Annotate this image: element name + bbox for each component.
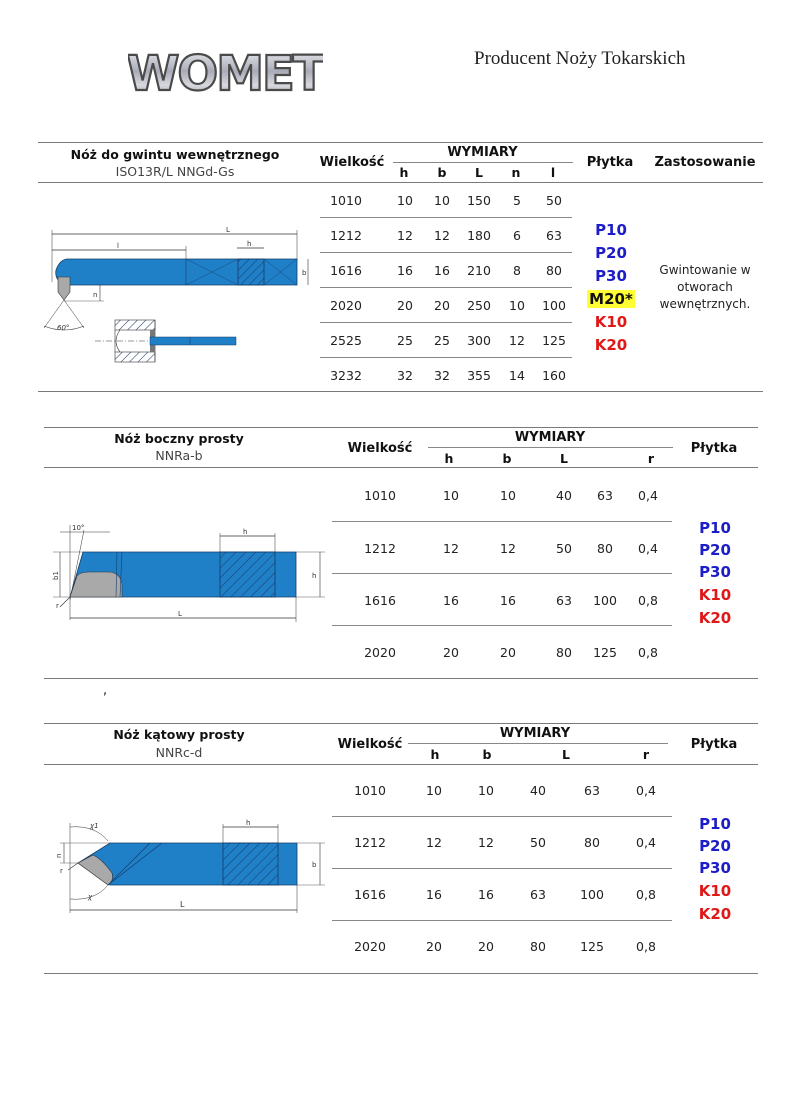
svg-text:n: n [55, 853, 63, 858]
col-r: r [647, 451, 655, 466]
section3-subtitle: NNRc-d [155, 745, 203, 760]
divider [44, 973, 758, 974]
divider [408, 743, 668, 744]
divider [44, 467, 758, 468]
svg-text:l: l [117, 242, 119, 250]
size-header: Wielkość [337, 737, 403, 752]
col-b: b [437, 165, 447, 180]
section1-title: Nóż do gwintu wewnętrznego [70, 147, 280, 162]
svg-text:χ: χ [88, 893, 93, 901]
svg-text:WOMET: WOMET [128, 46, 323, 100]
svg-text:60°: 60° [57, 324, 70, 332]
col-h: h [430, 747, 440, 762]
usage-header: Zastosowanie [654, 155, 756, 170]
divider [44, 764, 758, 765]
section1-subtitle: ISO13R/L NNGd-Gs [115, 164, 235, 179]
insert-header: Płytka [690, 441, 738, 456]
divider [44, 678, 758, 679]
col-r: r [642, 747, 650, 762]
section3-title: Nóż kątowy prosty [113, 727, 245, 742]
svg-text:L: L [226, 226, 230, 234]
insert-header: Płytka [586, 155, 634, 170]
divider [38, 142, 763, 143]
svg-text:10°: 10° [72, 524, 85, 532]
highlighted-grade: M20* [589, 290, 633, 308]
col-l: l [550, 165, 556, 180]
svg-text:b: b [302, 269, 307, 277]
divider [38, 182, 763, 183]
womet-logo [128, 36, 323, 100]
svg-text:r: r [56, 602, 59, 610]
svg-text:r: r [60, 867, 63, 875]
divider [44, 427, 758, 428]
svg-text:χ1: χ1 [90, 822, 99, 830]
divider [428, 447, 673, 448]
col-h: h [444, 451, 454, 466]
col-b: b [482, 747, 492, 762]
svg-text:n: n [93, 291, 98, 299]
svg-text:h: h [246, 819, 251, 827]
usage-text: Gwintowanie w otworach wewnętrznych. [659, 263, 751, 311]
stray-mark: , [103, 683, 108, 698]
svg-text:h: h [243, 528, 248, 536]
svg-text:b: b [312, 861, 317, 869]
dimensions-header: WYMIARY [514, 430, 586, 445]
angle-tool-drawing [50, 815, 330, 915]
dimensions-header: WYMIARY [499, 726, 571, 741]
insert-header: Płytka [690, 737, 738, 752]
divider [38, 391, 763, 392]
thread-tool-drawing [40, 222, 310, 382]
svg-text:h: h [312, 572, 317, 580]
col-n: n [511, 165, 521, 180]
col-L: L [562, 747, 570, 762]
side-tool-drawing [50, 520, 330, 625]
section2-title: Nóż boczny prosty [114, 431, 244, 446]
svg-text:b1: b1 [52, 571, 60, 580]
col-L: L [475, 165, 483, 180]
col-h: h [399, 165, 409, 180]
size-header: Wielkość [347, 441, 413, 456]
svg-text:L: L [178, 610, 182, 618]
company-tagline: Producent Noży Tokarskich [474, 48, 686, 69]
svg-text:L: L [180, 900, 185, 909]
col-b: b [502, 451, 512, 466]
svg-text:h: h [247, 240, 252, 248]
divider [393, 162, 573, 163]
divider [44, 723, 758, 724]
col-L: L [560, 451, 568, 466]
section2-subtitle: NNRa-b [155, 448, 203, 463]
dimensions-header: WYMIARY [447, 145, 518, 160]
size-header: Wielkość [319, 155, 385, 170]
